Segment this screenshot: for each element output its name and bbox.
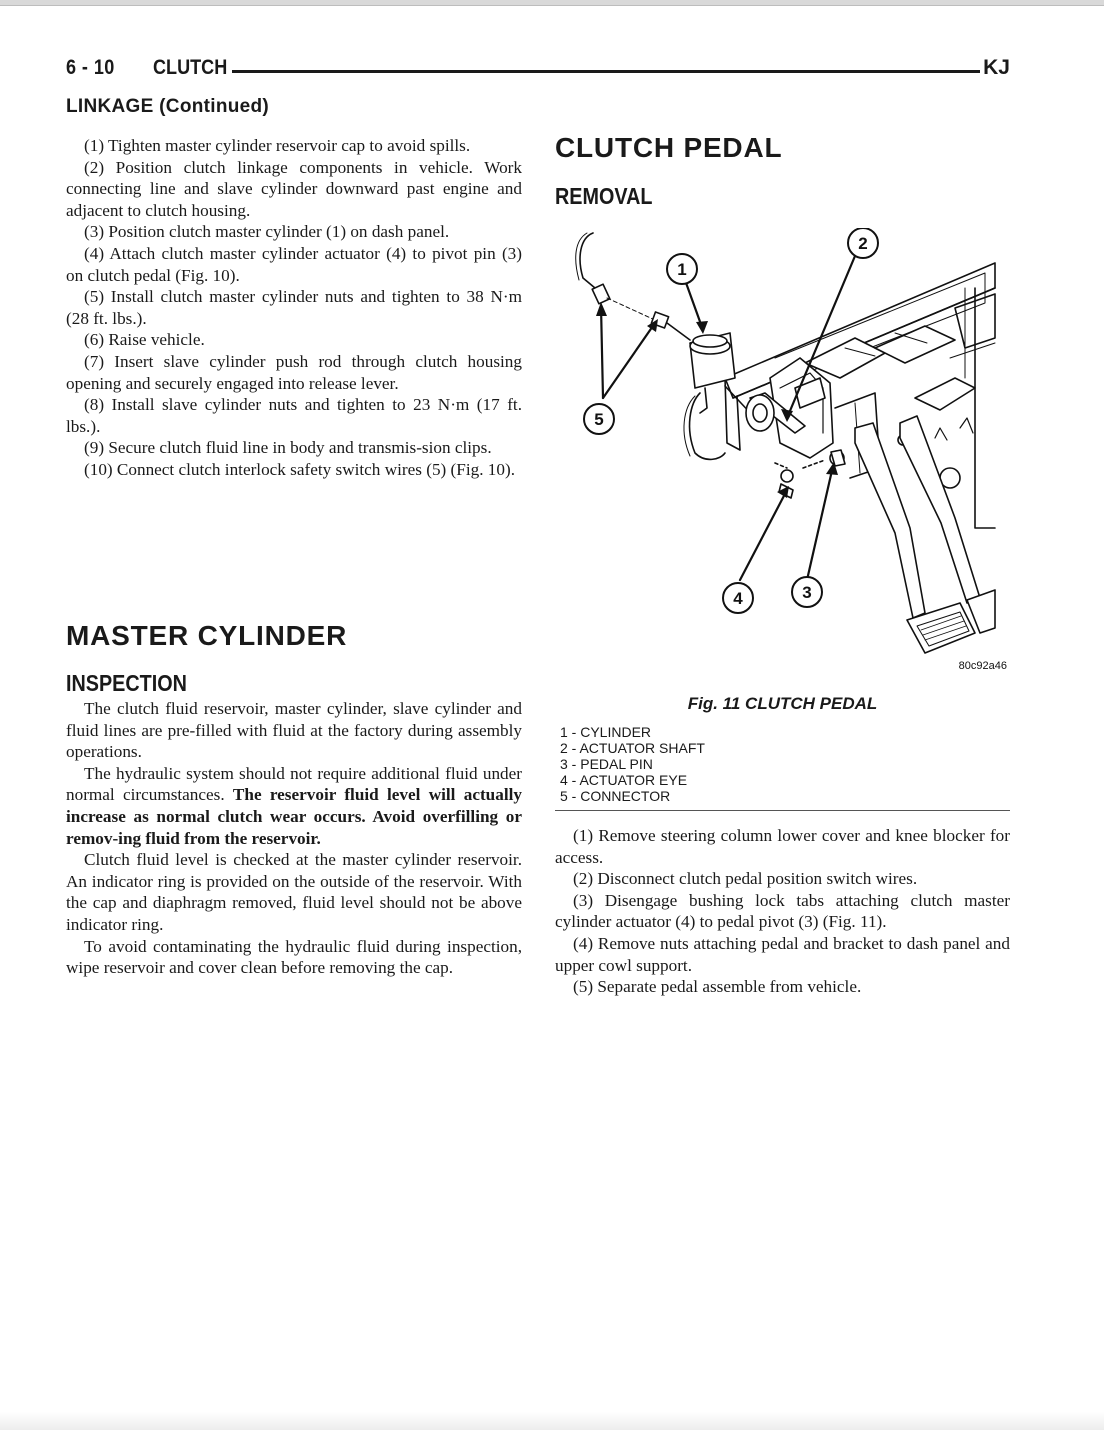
master-cylinder-heading: MASTER CYLINDER bbox=[66, 620, 348, 651]
linkage-step: (7) Insert slave cylinder push rod through clutch housing opening and securely engaged into release lever. bbox=[66, 351, 522, 393]
legend-item: 1 - CYLINDER bbox=[560, 724, 652, 740]
viewer-top-edge bbox=[0, 0, 1104, 6]
clutch-pedal-heading: CLUTCH PEDAL bbox=[555, 132, 783, 163]
legend-item: 2 - ACTUATOR SHAFT bbox=[560, 740, 705, 756]
paragraph: To avoid contaminating the hydraulic fluid during inspection, wipe reservoir and cover clean before removing the cap. bbox=[66, 936, 522, 978]
warning-text: The reservoir fluid level will actually increase as normal clutch wear occurs. Avoid overfilling or remov-ing fluid from the reservoir. bbox=[66, 785, 522, 848]
clutch-pedal-illustration bbox=[555, 228, 1010, 678]
removal-step: (1) Remove steering column lower cover and knee blocker for access. bbox=[555, 826, 1010, 867]
paragraph bbox=[66, 763, 522, 849]
page-number: 6 - 10 bbox=[66, 56, 115, 79]
model-code: KJ bbox=[983, 56, 1010, 79]
callout-label: 2 bbox=[858, 234, 868, 253]
linkage-step: (8) Install slave cylinder nuts and tighten to 23 N·m (17 ft. lbs.). bbox=[66, 395, 522, 436]
art-id: 80c92a46 bbox=[958, 660, 1007, 672]
running-header bbox=[66, 56, 1010, 84]
header-rule bbox=[232, 70, 980, 73]
figure-legend bbox=[560, 724, 705, 804]
paragraph: The clutch fluid reservoir, master cylinder, slave cylinder and fluid lines are pre-filled with fluid at the factory during assembly operations. bbox=[66, 699, 522, 762]
linkage-step: (1) Tighten master cylinder reservoir cap to avoid spills. bbox=[84, 136, 471, 155]
section-continued-heading: LINKAGE (Continued) bbox=[66, 96, 270, 117]
linkage-step: (5) Install clutch master cylinder nuts and tighten to 38 N·m (28 ft. lbs.). bbox=[66, 287, 522, 328]
linkage-step: (9) Secure clutch fluid line in body and transmis-sion clips. bbox=[84, 438, 492, 458]
inspection-text bbox=[66, 698, 522, 979]
callout-label: 3 bbox=[802, 583, 812, 602]
legend-rule bbox=[555, 810, 1010, 811]
removal-steps bbox=[555, 825, 1010, 998]
legend-item: 4 - ACTUATOR EYE bbox=[560, 772, 688, 788]
linkage-step: (3) Position clutch master cylinder (1) on dash panel. bbox=[84, 222, 450, 242]
callout-label: 1 bbox=[677, 260, 687, 279]
linkage-step: (10) Connect clutch interlock safety switch wires (5) (Fig. 10). bbox=[84, 459, 516, 479]
callout-label: 5 bbox=[594, 410, 604, 429]
paragraph-text: The hydraulic system should not require additional fluid under normal circumstances. bbox=[66, 763, 522, 805]
legend-item: 3 - PEDAL PIN bbox=[560, 756, 653, 772]
removal-step: (4) Remove nuts attaching pedal and bracket to dash panel and upper cowl support. bbox=[555, 933, 1010, 975]
callouts bbox=[584, 228, 878, 613]
linkage-steps bbox=[66, 135, 522, 481]
linkage-step: (4) Attach clutch master cylinder actuator (4) to pivot pin (3) on clutch pedal (Fig. 10). bbox=[66, 243, 522, 285]
callout-label: 4 bbox=[733, 589, 743, 608]
linkage-step: (6) Raise vehicle. bbox=[84, 330, 205, 350]
viewer-bottom-edge bbox=[0, 1412, 1104, 1430]
linkage-step: (2) Position clutch linkage components in vehicle. Work connecting line and slave cylinder downward past engine and adjacent to clutch housing. bbox=[66, 157, 522, 220]
figure-caption: Fig. 11 CLUTCH PEDAL bbox=[687, 694, 878, 713]
legend-item: 5 - CONNECTOR bbox=[560, 788, 671, 804]
removal-step: (5) Separate pedal assemble from vehicle. bbox=[573, 977, 862, 997]
chapter-title: CLUTCH bbox=[153, 56, 228, 79]
removal-step: (2) Disconnect clutch pedal position switch wires. bbox=[573, 869, 918, 889]
paragraph: Clutch fluid level is checked at the master cylinder reservoir. An indicator ring is provided on the outside of the reservoir. With the cap and diaphragm removed, fluid level should not be above indicator ring. bbox=[66, 850, 522, 934]
removal-heading: REMOVAL bbox=[555, 183, 653, 209]
inspection-heading: INSPECTION bbox=[66, 670, 187, 696]
removal-step: (3) Disengage bushing lock tabs attaching clutch master cylinder actuator (4) to pedal pivot (3) (Fig. 11). bbox=[555, 890, 1010, 932]
